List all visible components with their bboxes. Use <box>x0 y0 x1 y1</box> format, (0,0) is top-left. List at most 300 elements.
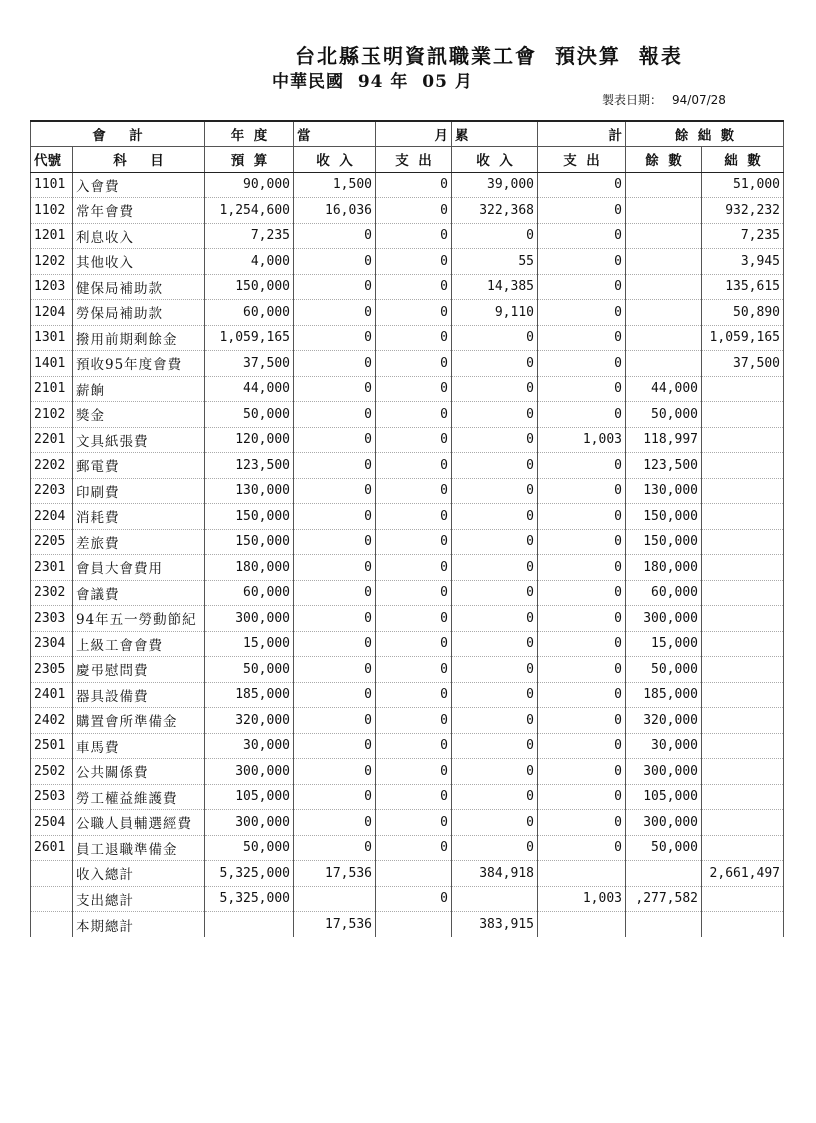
row-subject: 上級工會會費 <box>73 631 205 657</box>
row-month-income: 0 <box>294 810 376 836</box>
row-subject: 其他收入 <box>73 249 205 275</box>
table-row <box>31 555 784 581</box>
col-month-expense: 支 出 <box>376 147 452 173</box>
row-deficit <box>702 580 784 606</box>
row-deficit <box>702 478 784 504</box>
row-cum-expense: 0 <box>538 376 626 402</box>
row-month-income: 0 <box>294 631 376 657</box>
row-month-expense: 0 <box>376 325 452 351</box>
row-month-income: 0 <box>294 784 376 810</box>
row-deficit <box>702 733 784 759</box>
row-surplus: 15,000 <box>626 631 702 657</box>
row-deficit <box>702 886 784 912</box>
row-budget: 7,235 <box>205 223 294 249</box>
row-surplus <box>626 351 702 377</box>
row-code: 2305 <box>31 657 73 683</box>
row-surplus <box>626 172 702 198</box>
row-budget: 320,000 <box>205 708 294 734</box>
table-row <box>31 198 784 224</box>
row-code: 1203 <box>31 274 73 300</box>
row-surplus: 118,997 <box>626 427 702 453</box>
row-budget: 120,000 <box>205 427 294 453</box>
row-cum-income: 39,000 <box>452 172 538 198</box>
group-cum-right: 計 <box>538 121 626 147</box>
row-surplus <box>626 274 702 300</box>
row-surplus <box>626 223 702 249</box>
table-row <box>31 733 784 759</box>
row-month-income: 0 <box>294 223 376 249</box>
row-surplus: 300,000 <box>626 759 702 785</box>
row-subject: 消耗費 <box>73 504 205 530</box>
row-budget: 50,000 <box>205 657 294 683</box>
table-row <box>31 580 784 606</box>
row-cum-income: 14,385 <box>452 274 538 300</box>
row-cum-income: 0 <box>452 631 538 657</box>
row-month-income: 0 <box>294 682 376 708</box>
row-deficit <box>702 912 784 938</box>
row-month-expense: 0 <box>376 606 452 632</box>
group-cum-left: 累 <box>452 121 538 147</box>
row-subject: 收入總計 <box>73 861 205 887</box>
row-subject: 利息收入 <box>73 223 205 249</box>
row-code: 2501 <box>31 733 73 759</box>
row-month-expense: 0 <box>376 504 452 530</box>
col-deficit: 絀 數 <box>702 147 784 173</box>
row-subject: 薪餉 <box>73 376 205 402</box>
row-cum-income: 0 <box>452 402 538 428</box>
row-month-expense: 0 <box>376 555 452 581</box>
row-budget: 4,000 <box>205 249 294 275</box>
row-deficit <box>702 402 784 428</box>
row-deficit <box>702 427 784 453</box>
row-subject: 車馬費 <box>73 733 205 759</box>
row-budget: 90,000 <box>205 172 294 198</box>
row-month-income: 0 <box>294 325 376 351</box>
row-cum-income: 9,110 <box>452 300 538 326</box>
row-month-income: 0 <box>294 606 376 632</box>
row-cum-expense: 0 <box>538 733 626 759</box>
row-budget: 50,000 <box>205 835 294 861</box>
row-month-expense: 0 <box>376 631 452 657</box>
row-cum-income: 55 <box>452 249 538 275</box>
row-month-expense: 0 <box>376 427 452 453</box>
row-budget: 37,500 <box>205 351 294 377</box>
row-deficit: 932,232 <box>702 198 784 224</box>
table-row <box>31 351 784 377</box>
row-budget: 185,000 <box>205 682 294 708</box>
row-subject: 預收95年度會費 <box>73 351 205 377</box>
row-month-expense: 0 <box>376 835 452 861</box>
row-month-expense: 0 <box>376 580 452 606</box>
table-row <box>31 708 784 734</box>
row-cum-expense <box>538 912 626 938</box>
row-month-expense: 0 <box>376 657 452 683</box>
row-month-income: 0 <box>294 274 376 300</box>
row-cum-income: 0 <box>452 759 538 785</box>
row-month-income: 0 <box>294 402 376 428</box>
row-cum-income: 383,915 <box>452 912 538 938</box>
row-surplus: 50,000 <box>626 657 702 683</box>
row-budget: 180,000 <box>205 555 294 581</box>
row-month-expense: 0 <box>376 733 452 759</box>
row-month-income: 1,500 <box>294 172 376 198</box>
row-budget: 123,500 <box>205 453 294 479</box>
row-deficit <box>702 376 784 402</box>
row-deficit <box>702 784 784 810</box>
row-budget: 60,000 <box>205 580 294 606</box>
table-row <box>31 606 784 632</box>
row-month-income: 0 <box>294 249 376 275</box>
row-cum-income: 0 <box>452 835 538 861</box>
row-code: 2203 <box>31 478 73 504</box>
row-code: 2502 <box>31 759 73 785</box>
row-month-expense: 0 <box>376 249 452 275</box>
row-surplus <box>626 249 702 275</box>
row-month-expense <box>376 861 452 887</box>
table-row <box>31 325 784 351</box>
row-code: 2402 <box>31 708 73 734</box>
row-deficit <box>702 504 784 530</box>
row-cum-income: 0 <box>452 810 538 836</box>
row-month-income: 0 <box>294 427 376 453</box>
report-date-value: 94/07/28 <box>672 93 726 107</box>
row-cum-expense: 0 <box>538 606 626 632</box>
group-year: 年 度 <box>205 121 294 147</box>
row-cum-expense: 0 <box>538 784 626 810</box>
row-cum-expense: 1,003 <box>538 886 626 912</box>
row-code <box>31 861 73 887</box>
row-deficit: 2,661,497 <box>702 861 784 887</box>
row-month-expense: 0 <box>376 274 452 300</box>
row-code: 2202 <box>31 453 73 479</box>
row-surplus: 44,000 <box>626 376 702 402</box>
row-code: 2601 <box>31 835 73 861</box>
row-subject: 支出總計 <box>73 886 205 912</box>
row-cum-expense: 0 <box>538 631 626 657</box>
row-code: 2204 <box>31 504 73 530</box>
table-row <box>31 631 784 657</box>
row-cum-expense: 0 <box>538 172 626 198</box>
row-cum-expense: 0 <box>538 249 626 275</box>
row-surplus: 50,000 <box>626 835 702 861</box>
report-date-label: 製表日期： <box>602 93 663 107</box>
row-cum-expense: 0 <box>538 708 626 734</box>
row-month-income: 0 <box>294 580 376 606</box>
row-deficit: 50,890 <box>702 300 784 326</box>
row-month-income: 0 <box>294 733 376 759</box>
row-budget: 5,325,000 <box>205 861 294 887</box>
row-month-income: 0 <box>294 351 376 377</box>
col-code: 代號 <box>31 147 73 173</box>
row-surplus: 150,000 <box>626 504 702 530</box>
row-month-income: 17,536 <box>294 861 376 887</box>
row-budget: 5,325,000 <box>205 886 294 912</box>
table-row <box>31 759 784 785</box>
row-month-expense: 0 <box>376 223 452 249</box>
row-code: 1201 <box>31 223 73 249</box>
row-cum-expense <box>538 861 626 887</box>
row-budget: 50,000 <box>205 402 294 428</box>
row-deficit <box>702 759 784 785</box>
row-cum-expense: 1,003 <box>538 427 626 453</box>
row-month-income: 0 <box>294 529 376 555</box>
row-cum-expense: 0 <box>538 504 626 530</box>
row-subject: 本期總計 <box>73 912 205 938</box>
row-subject: 勞工權益維護費 <box>73 784 205 810</box>
group-month-left: 當 <box>294 121 376 147</box>
row-subject: 郵電費 <box>73 453 205 479</box>
row-cum-income: 384,918 <box>452 861 538 887</box>
row-code: 2201 <box>31 427 73 453</box>
row-month-income: 0 <box>294 759 376 785</box>
table-row <box>31 427 784 453</box>
row-budget: 150,000 <box>205 529 294 555</box>
row-surplus: 180,000 <box>626 555 702 581</box>
row-deficit <box>702 606 784 632</box>
row-month-expense: 0 <box>376 402 452 428</box>
row-month-expense: 0 <box>376 708 452 734</box>
report-period: 中華民國 94 年 05 月 <box>272 72 473 92</box>
row-cum-expense: 0 <box>538 325 626 351</box>
row-month-expense <box>376 912 452 938</box>
row-budget: 150,000 <box>205 504 294 530</box>
row-budget: 60,000 <box>205 300 294 326</box>
row-cum-income: 0 <box>452 682 538 708</box>
row-month-income: 0 <box>294 376 376 402</box>
table-row <box>31 912 784 938</box>
row-month-expense: 0 <box>376 172 452 198</box>
row-cum-income: 0 <box>452 376 538 402</box>
row-cum-expense: 0 <box>538 580 626 606</box>
row-cum-income: 0 <box>452 478 538 504</box>
row-surplus: 185,000 <box>626 682 702 708</box>
row-cum-income: 0 <box>452 555 538 581</box>
row-cum-expense: 0 <box>538 682 626 708</box>
table-row <box>31 835 784 861</box>
row-month-income <box>294 886 376 912</box>
row-month-income: 0 <box>294 657 376 683</box>
row-surplus: ,277,582 <box>626 886 702 912</box>
row-subject: 健保局補助款 <box>73 274 205 300</box>
row-code: 2304 <box>31 631 73 657</box>
group-header-row <box>31 121 784 147</box>
table-row <box>31 453 784 479</box>
row-surplus: 300,000 <box>626 606 702 632</box>
row-deficit: 37,500 <box>702 351 784 377</box>
table-row <box>31 223 784 249</box>
row-subject: 文具紙張費 <box>73 427 205 453</box>
row-code: 1101 <box>31 172 73 198</box>
row-subject: 公共關係費 <box>73 759 205 785</box>
row-surplus: 300,000 <box>626 810 702 836</box>
row-code: 2101 <box>31 376 73 402</box>
row-cum-income: 0 <box>452 657 538 683</box>
row-cum-income: 0 <box>452 453 538 479</box>
row-deficit <box>702 453 784 479</box>
row-month-income: 0 <box>294 708 376 734</box>
row-subject: 差旅費 <box>73 529 205 555</box>
table-row <box>31 376 784 402</box>
row-cum-expense: 0 <box>538 810 626 836</box>
row-month-expense: 0 <box>376 886 452 912</box>
row-subject: 入會費 <box>73 172 205 198</box>
row-month-expense: 0 <box>376 376 452 402</box>
row-budget: 300,000 <box>205 606 294 632</box>
row-code: 2301 <box>31 555 73 581</box>
row-cum-expense: 0 <box>538 478 626 504</box>
row-cum-expense: 0 <box>538 198 626 224</box>
row-deficit <box>702 810 784 836</box>
row-month-income: 17,536 <box>294 912 376 938</box>
row-month-income: 0 <box>294 300 376 326</box>
row-cum-expense: 0 <box>538 759 626 785</box>
row-code: 2401 <box>31 682 73 708</box>
col-budget: 預 算 <box>205 147 294 173</box>
group-month-right: 月 <box>376 121 452 147</box>
row-cum-expense: 0 <box>538 402 626 428</box>
row-cum-income: 0 <box>452 427 538 453</box>
row-code: 2302 <box>31 580 73 606</box>
row-deficit <box>702 682 784 708</box>
row-surplus: 150,000 <box>626 529 702 555</box>
row-budget: 30,000 <box>205 733 294 759</box>
budget-table <box>30 120 784 937</box>
row-month-income: 0 <box>294 555 376 581</box>
row-surplus: 50,000 <box>626 402 702 428</box>
row-surplus <box>626 198 702 224</box>
col-cum-expense: 支 出 <box>538 147 626 173</box>
row-month-expense: 0 <box>376 784 452 810</box>
row-code <box>31 886 73 912</box>
row-code <box>31 912 73 938</box>
table-row <box>31 529 784 555</box>
table-row <box>31 784 784 810</box>
table-row <box>31 810 784 836</box>
row-month-expense: 0 <box>376 198 452 224</box>
row-budget: 130,000 <box>205 478 294 504</box>
row-subject: 員工退職準備金 <box>73 835 205 861</box>
row-surplus <box>626 325 702 351</box>
row-cum-income <box>452 886 538 912</box>
row-deficit: 3,945 <box>702 249 784 275</box>
row-month-expense: 0 <box>376 453 452 479</box>
col-subject: 科 目 <box>73 147 205 173</box>
row-surplus <box>626 861 702 887</box>
row-cum-expense: 0 <box>538 657 626 683</box>
row-deficit <box>702 835 784 861</box>
row-surplus: 30,000 <box>626 733 702 759</box>
row-subject: 慶弔慰問費 <box>73 657 205 683</box>
row-budget: 44,000 <box>205 376 294 402</box>
row-surplus <box>626 912 702 938</box>
row-month-income: 0 <box>294 835 376 861</box>
row-cum-income: 0 <box>452 325 538 351</box>
table-row <box>31 300 784 326</box>
row-month-expense: 0 <box>376 529 452 555</box>
col-cum-income: 收 入 <box>452 147 538 173</box>
row-subject: 獎金 <box>73 402 205 428</box>
row-cum-expense: 0 <box>538 555 626 581</box>
row-surplus <box>626 300 702 326</box>
row-cum-expense: 0 <box>538 835 626 861</box>
row-code: 2102 <box>31 402 73 428</box>
row-code: 1401 <box>31 351 73 377</box>
row-subject: 會議費 <box>73 580 205 606</box>
row-month-expense: 0 <box>376 682 452 708</box>
row-month-expense: 0 <box>376 300 452 326</box>
table-row <box>31 682 784 708</box>
row-cum-income: 0 <box>452 351 538 377</box>
row-surplus: 130,000 <box>626 478 702 504</box>
row-cum-income: 0 <box>452 223 538 249</box>
row-code: 1102 <box>31 198 73 224</box>
table-row <box>31 504 784 530</box>
row-code: 2303 <box>31 606 73 632</box>
group-accounts: 會 計 <box>31 121 205 147</box>
report-date <box>602 91 726 108</box>
row-month-expense: 0 <box>376 759 452 785</box>
row-deficit: 135,615 <box>702 274 784 300</box>
table-row <box>31 172 784 198</box>
row-cum-income: 0 <box>452 606 538 632</box>
row-cum-expense: 0 <box>538 529 626 555</box>
row-budget: 105,000 <box>205 784 294 810</box>
row-cum-expense: 0 <box>538 223 626 249</box>
row-month-expense: 0 <box>376 351 452 377</box>
table-row <box>31 861 784 887</box>
row-subject: 勞保局補助款 <box>73 300 205 326</box>
row-cum-income: 322,368 <box>452 198 538 224</box>
row-cum-income: 0 <box>452 529 538 555</box>
row-cum-expense: 0 <box>538 300 626 326</box>
row-deficit <box>702 708 784 734</box>
row-deficit <box>702 555 784 581</box>
col-surplus: 餘 數 <box>626 147 702 173</box>
table-row <box>31 478 784 504</box>
row-month-expense: 0 <box>376 810 452 836</box>
table-row <box>31 402 784 428</box>
row-subject: 常年會費 <box>73 198 205 224</box>
row-month-income: 0 <box>294 504 376 530</box>
row-surplus: 105,000 <box>626 784 702 810</box>
row-month-income: 0 <box>294 453 376 479</box>
row-cum-income: 0 <box>452 708 538 734</box>
row-cum-income: 0 <box>452 504 538 530</box>
row-code: 1204 <box>31 300 73 326</box>
row-month-income: 0 <box>294 478 376 504</box>
row-month-expense: 0 <box>376 478 452 504</box>
table-row <box>31 249 784 275</box>
row-subject: 器具設備費 <box>73 682 205 708</box>
row-deficit: 7,235 <box>702 223 784 249</box>
row-deficit <box>702 657 784 683</box>
row-cum-income: 0 <box>452 580 538 606</box>
table-row <box>31 886 784 912</box>
row-budget: 15,000 <box>205 631 294 657</box>
row-subject: 公職人員輔選經費 <box>73 810 205 836</box>
row-surplus: 123,500 <box>626 453 702 479</box>
row-subject: 會員大會費用 <box>73 555 205 581</box>
row-code: 1301 <box>31 325 73 351</box>
row-code: 1202 <box>31 249 73 275</box>
row-subject: 購置會所準備金 <box>73 708 205 734</box>
row-subject: 撥用前期剩餘金 <box>73 325 205 351</box>
row-deficit <box>702 631 784 657</box>
col-month-income: 收 入 <box>294 147 376 173</box>
row-budget <box>205 912 294 938</box>
row-deficit: 1,059,165 <box>702 325 784 351</box>
row-surplus: 320,000 <box>626 708 702 734</box>
